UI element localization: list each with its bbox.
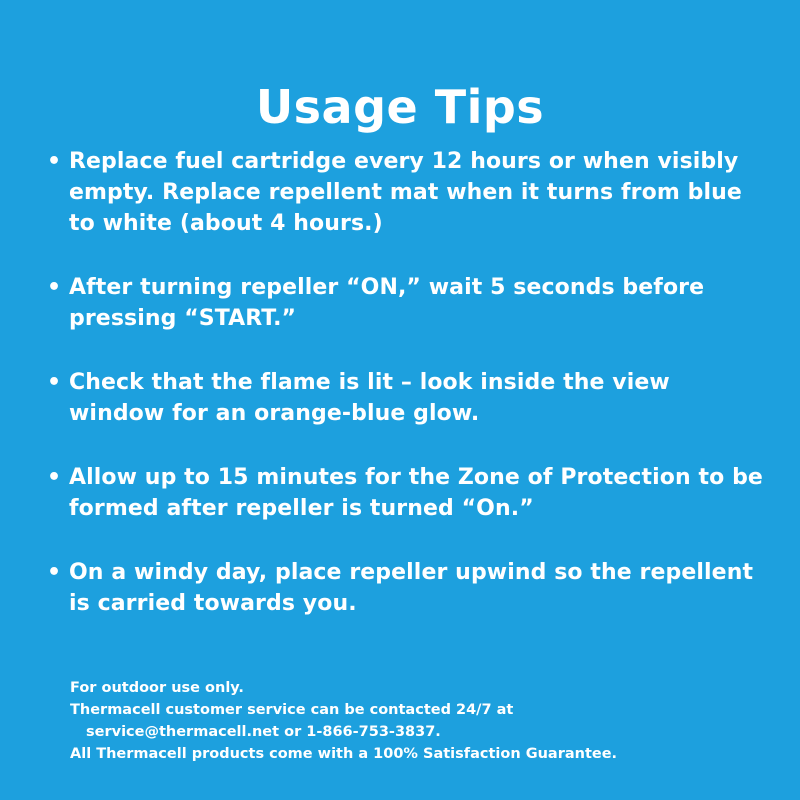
- bullet-icon: •: [47, 370, 62, 395]
- footer-notes: [70, 677, 760, 765]
- page-title: Usage Tips: [255, 79, 545, 134]
- tip-text: After turning repeller “ON,” wait 5 seconds before pressing “START.”: [69, 275, 705, 331]
- bullet-icon: •: [47, 149, 62, 174]
- footer-service-note: Thermacell customer service can be contacted 24/7 at: [70, 702, 514, 718]
- bullet-icon: •: [47, 275, 62, 300]
- list-item: [47, 272, 767, 334]
- list-item: [47, 462, 767, 524]
- list-item: [47, 367, 767, 429]
- list-item: [47, 146, 767, 239]
- list-item: [47, 557, 767, 619]
- tip-text: On a windy day, place repeller upwind so the repellent is carried towards you.: [69, 560, 754, 616]
- tip-text: Allow up to 15 minutes for the Zone of Protection to be formed after repeller is turned “On.”: [69, 465, 763, 521]
- tip-text: Replace fuel cartridge every 12 hours or when visibly empty. Replace repellent mat when it turns from blue to white (about 4 hours.): [69, 149, 742, 236]
- footer-guarantee-note: All Thermacell products come with a 100% Satisfaction Guarantee.: [70, 746, 618, 762]
- bullet-icon: •: [47, 560, 62, 585]
- footer-outdoor-note: For outdoor use only.: [70, 680, 244, 696]
- tips-list: [47, 146, 767, 652]
- footer-contact-info: service@thermacell.net or 1-866-753-3837.: [86, 724, 441, 740]
- tip-text: Check that the flame is lit – look inside the view window for an orange-blue glow.: [69, 370, 670, 426]
- bullet-icon: •: [47, 465, 62, 490]
